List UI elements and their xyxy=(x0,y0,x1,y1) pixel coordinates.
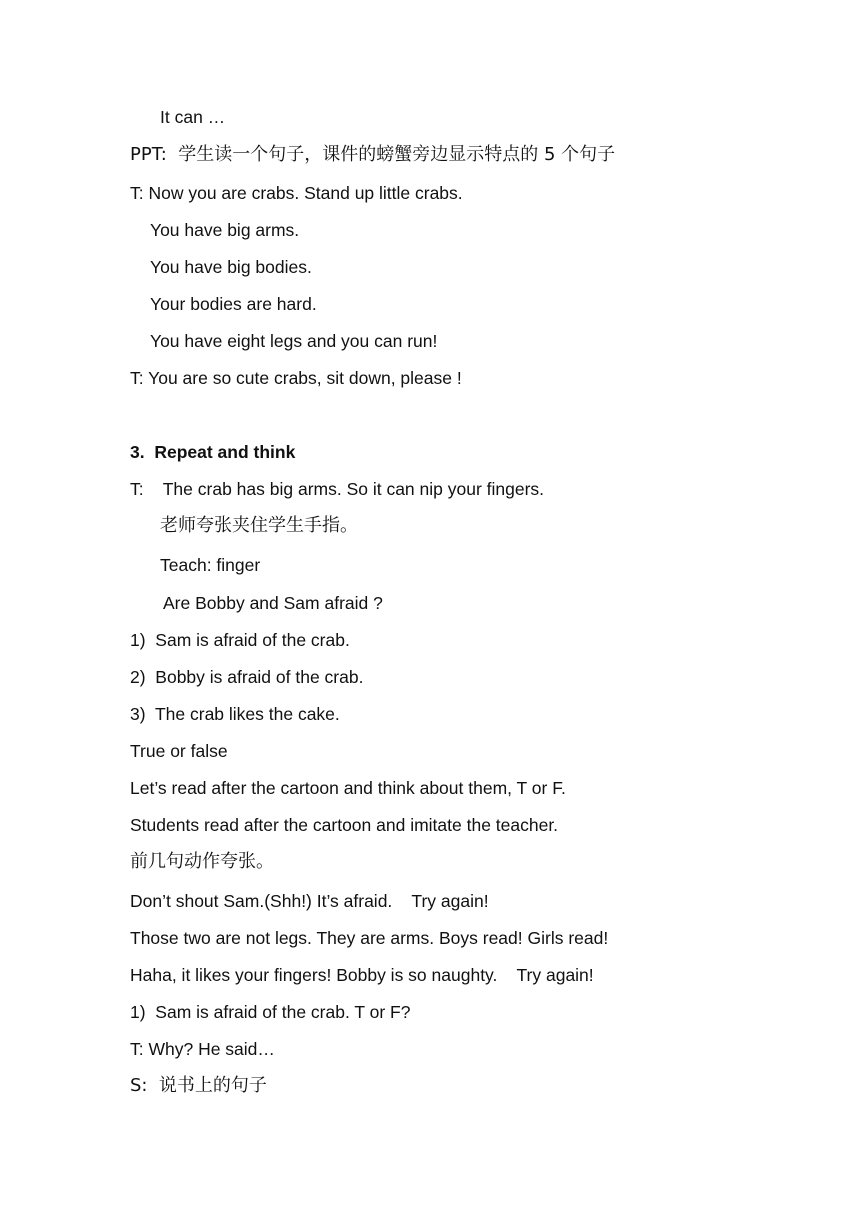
text-line-eight-legs: You have eight legs and you can run! xyxy=(150,331,438,351)
section-heading-repeat-think: 3. Repeat and think xyxy=(130,442,296,462)
text-line-naughty: Haha, it likes your fingers! Bobby is so naughty. Try again! xyxy=(130,965,594,985)
list-item-2: 2) Bobby is afraid of the crab. xyxy=(130,667,364,687)
list-item-1: 1) Sam is afraid of the crab. xyxy=(130,630,350,650)
text-line-big-bodies: You have big bodies. xyxy=(150,257,312,277)
list-item-3: 3) The crab likes the cake. xyxy=(130,704,340,724)
text-line-teach-finger: Teach: finger xyxy=(160,555,261,575)
text-line-dont-shout: Don’t shout Sam.(Shh!) It’s afraid. Try again! xyxy=(130,891,489,911)
text-line-student-answer: S: 说书上的句子 xyxy=(130,1075,267,1096)
text-line-bodies-hard: Your bodies are hard. xyxy=(150,294,317,314)
text-line-true-false: True or false xyxy=(130,741,228,761)
text-line-why: T: Why? He said… xyxy=(130,1039,275,1059)
text-line-big-arms: You have big arms. xyxy=(150,220,300,240)
text-line-students-imitate: Students read after the cartoon and imitate the teacher. xyxy=(130,815,559,835)
text-line-ppt-note: PPT: 学生读一个句子，课件的螃蟹旁边显示特点的 5 个句子 xyxy=(130,144,616,165)
text-line-it-can: It can … xyxy=(160,107,226,127)
text-line-exaggerate: 前几句动作夸张。 xyxy=(130,851,274,872)
text-line-read-cartoon: Let’s read after the cartoon and think about them, T or F. xyxy=(130,778,566,798)
text-line-afraid-question: Are Bobby and Sam afraid ? xyxy=(163,593,383,613)
text-line-sam-afraid-tf: 1) Sam is afraid of the crab. T or F? xyxy=(130,1002,411,1022)
text-line-not-legs: Those two are not legs. They are arms. Boys read! Girls read! xyxy=(130,928,609,948)
text-line-teacher-crabs: T: Now you are crabs. Stand up little crabs. xyxy=(130,183,463,203)
text-line-teacher-action: 老师夸张夹住学生手指。 xyxy=(160,515,358,536)
text-line-crab-big-arms: T: The crab has big arms. So it can nip your fingers. xyxy=(130,479,545,499)
text-line-sit-down: T: You are so cute crabs, sit down, please ! xyxy=(130,368,462,388)
